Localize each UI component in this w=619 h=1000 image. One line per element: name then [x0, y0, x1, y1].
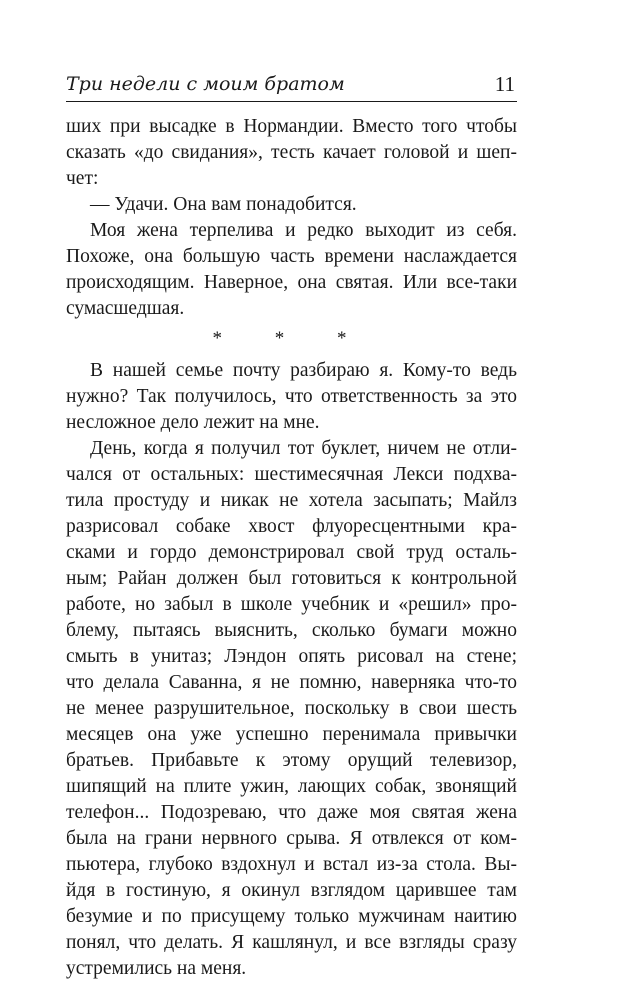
- text-line: ших при высадке в Нормандии. Вместо того чтобы: [66, 116, 517, 137]
- text-line: смыть в унитаз; Лэндон опять рисовал на стене;: [66, 646, 517, 667]
- dialogue-line: — Удачи. Она вам понадобится.: [90, 194, 357, 215]
- text-line: устремились на меня.: [66, 958, 247, 979]
- text-line: Похоже, она большую часть времени наслаждается: [66, 246, 517, 267]
- text-line: не менее разрушительное, поскольку в свои шесть: [66, 698, 517, 719]
- text-line: безумие и по присущему только мужчинам наитию: [66, 906, 517, 927]
- text-line: месяцев она уже успешно перенимала привычки: [66, 724, 517, 745]
- page-header: [66, 72, 517, 98]
- text-line: чет:: [66, 168, 99, 189]
- text-line: пьютера, глубоко вздохнул и встал из-за стола. Вы-: [66, 854, 517, 875]
- text-line: несложное дело лежит на мне.: [66, 412, 320, 433]
- paragraph-start: Моя жена терпелива и редко выходит из себя.: [90, 220, 517, 241]
- text-line: телефон... Подозреваю, что даже моя святая жена: [66, 802, 517, 823]
- text-line: блему, пытаясь выяснить, сколько бумаги можно: [66, 620, 517, 641]
- text-line: была на грани нервного срыва. Я отвлекся от ком-: [66, 828, 517, 849]
- paragraph-start: День, когда я получил тот буклет, ничем не отли-: [90, 438, 517, 459]
- text-line: нужно? Так получилось, что ответственность за это: [66, 386, 517, 407]
- text-line: разрисовал собаке хвост флуоресцентными кра-: [66, 516, 517, 537]
- text-line: сумасшедшая.: [66, 298, 185, 319]
- text-line: йдя в гостиную, я окинул взглядом царившее там: [66, 880, 517, 901]
- text-line: чался от остальных: шестимесячная Лекси подхва-: [66, 464, 517, 485]
- text-line: сказать «до свидания», тесть качает головой и шеп-: [66, 142, 517, 163]
- text-line: шипящий на плите ужин, лающих собак, звонящий: [66, 776, 517, 797]
- text-line: тила простуду и никак не хотела засыпать; Майлз: [66, 490, 517, 511]
- page-number: 11: [494, 72, 515, 96]
- text-block-1: [66, 114, 517, 322]
- text-line: работе, но забыл в школе учебник и «решил» про-: [66, 594, 517, 615]
- running-title: Три недели с моим братом: [66, 73, 345, 95]
- text-line: что делала Саванна, я не помню, наверняка что-то: [66, 672, 517, 693]
- text-line: понял, что делать. Я кашлянул, и все взгляды сразу: [66, 932, 517, 953]
- paragraph-start: В нашей семье почту разбираю я. Кому-то ведь: [90, 360, 517, 381]
- text-block-2: [66, 358, 517, 982]
- text-line: братьев. Прибавьте к этому орущий телевизор,: [66, 750, 517, 771]
- text-line: сками и гордо демонстрировал свой труд осталь-: [66, 542, 517, 563]
- section-separator: * * *: [212, 328, 371, 349]
- text-line: происходящим. Наверное, она святая. Или все-таки: [66, 272, 517, 293]
- header-rule: [66, 101, 517, 102]
- text-line: ным; Райан должен был готовиться к контрольной: [66, 568, 517, 589]
